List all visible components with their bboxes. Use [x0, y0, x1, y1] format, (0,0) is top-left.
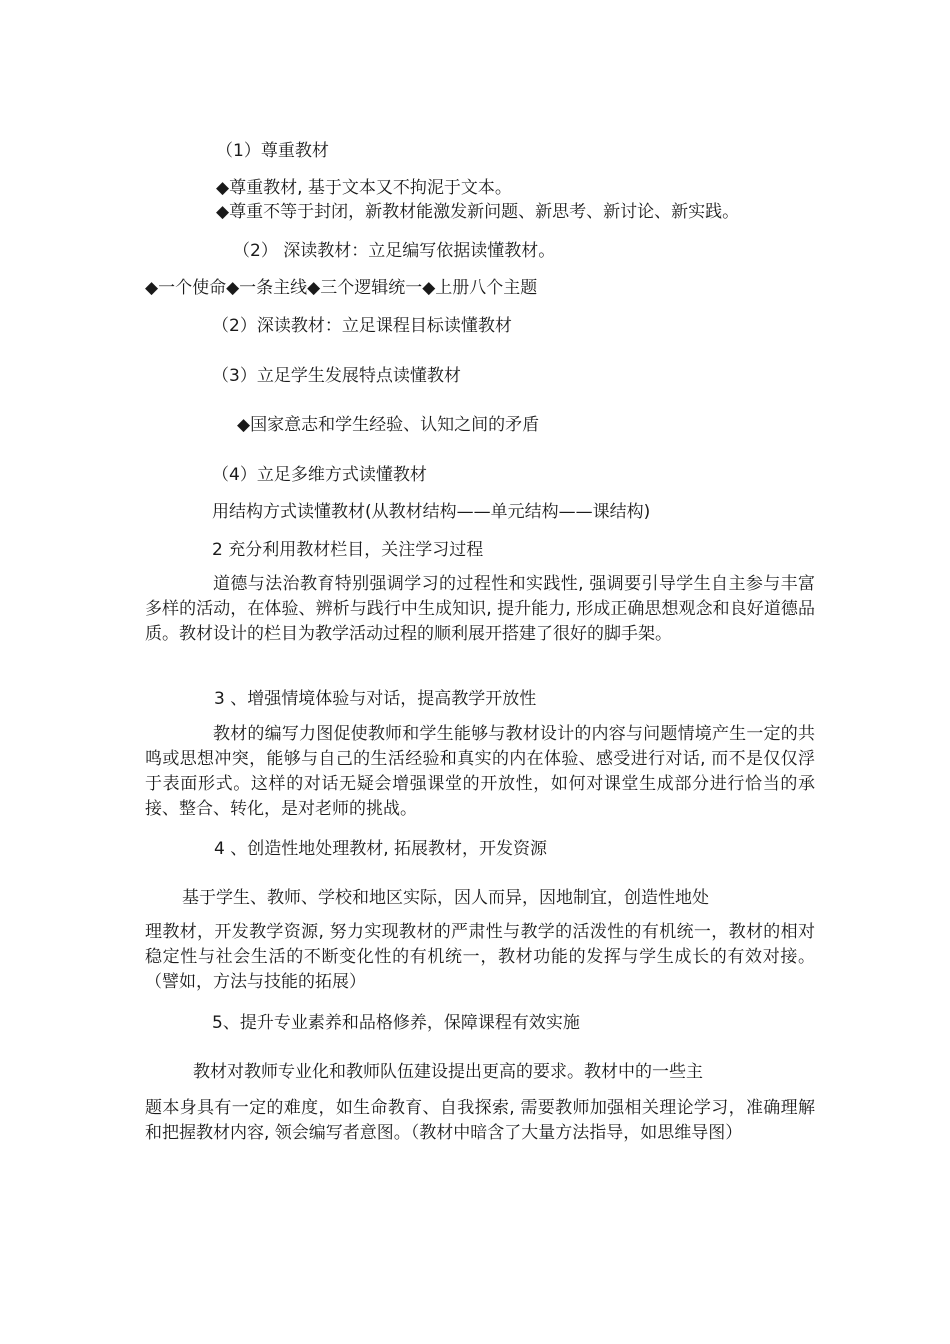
- heading-student-development: （3）立足学生发展特点读懂教材: [212, 366, 461, 386]
- paragraph-process-practice: 道德与法治教育特别强调学习的过程性和实践性, 强调要引导学生自主参与丰富多样的活动，在体验、辨析与践行中生成知识, 提升能力, 形成正确思想观念和良好道德品质。教材设计的栏目为教学活动过程的顺利展开搭建了很好的脚手架。: [145, 574, 815, 644]
- paragraph-creative-first-line: 基于学生、教师、学校和地区实际，因人而异，因地制宜，创造性地处: [182, 888, 709, 908]
- heading-multi-dimension: （4）立足多维方式读懂教材: [212, 465, 427, 485]
- paragraph-teacher-first-line: 教材对教师专业化和教师队伍建设提出更高的要求。教材中的一些主: [193, 1062, 703, 1082]
- paragraph-teacher-rest: 题本身具有一定的难度，如生命教育、自我探索, 需要教师加强相关理论学习，准确理解和把握教材内容, 领会编写者意图。（教材中暗含了大量方法指导，如思维导图）: [145, 1098, 815, 1143]
- paragraph-creative-rest: 理教材，开发教学资源, 努力实现教材的严肃性与教学的活泼性的有机统一，教材的相对稳定性与社会生活的不断变化性的有机统一，教材功能的发挥与学生成长的有效对接。（譬如，方法与技能的拓展）: [145, 922, 815, 992]
- paragraph-dialogue: 教材的编写力图促使教师和学生能够与教材设计的内容与问题情境产生一定的共鸣或思想冲突，能够与自己的生活经验和真实的内在体验、感受进行对话, 而不是仅仅浮于表面形式。这样的对话无疑会增强课堂的开放性，如何对课堂生成部分进行恰当的承接、整合、转化，是对老师的挑战。: [145, 724, 815, 819]
- bullet-mission-line: ◆一个使命◆一条主线◆三个逻辑统一◆上册八个主题: [145, 278, 538, 298]
- heading-section-3: 3 、增强情境体验与对话，提高教学开放性: [214, 689, 537, 709]
- heading-section-4: 4 、创造性地处理教材, 拓展教材，开发资源: [214, 839, 548, 859]
- bullet-respect-text: ◆尊重教材, 基于文本又不拘泥于文本。: [216, 178, 512, 198]
- bullet-national-will: ◆国家意志和学生经验、认知之间的矛盾: [237, 415, 540, 435]
- heading-deep-read-goal: （2）深读教材：立足课程目标读懂教材: [212, 316, 512, 336]
- structure-method-line: 用结构方式读懂教材(从教材结构——单元结构——课结构): [212, 502, 651, 522]
- heading-section-5: 5、提升专业素养和品格修养，保障课程有效实施: [212, 1013, 580, 1033]
- heading-section-2: 2 充分利用教材栏目，关注学习过程: [212, 540, 484, 560]
- bullet-not-closed: ◆尊重不等于封闭，新教材能激发新问题、新思考、新讨论、新实践。: [216, 202, 740, 222]
- heading-deep-read-basis: （2） 深读教材：立足编写依据读懂教材。: [233, 241, 556, 261]
- heading-respect-textbook: （1）尊重教材: [216, 141, 329, 161]
